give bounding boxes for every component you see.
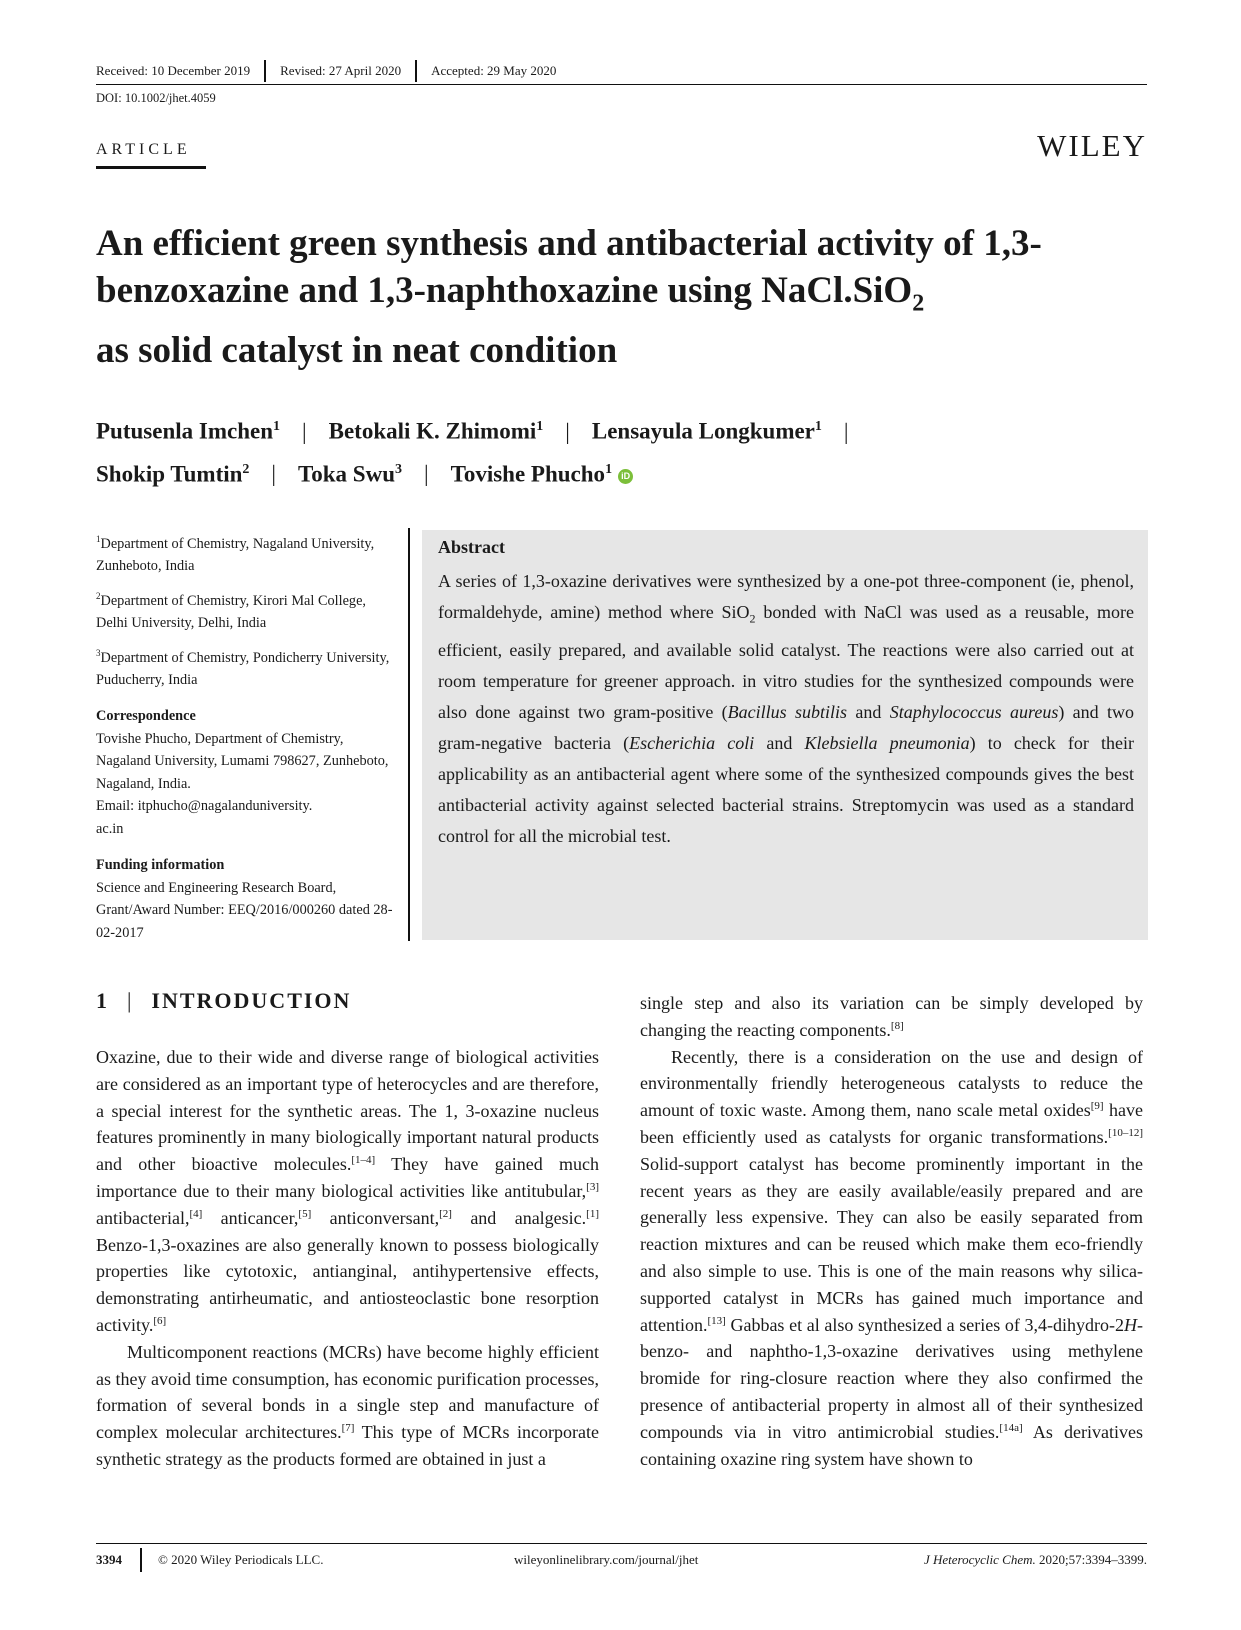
paragraph: Recently, there is a consideration on the use and design of environmentally friendly heterogeneous catalysts to reduce the amount of toxic waste. Among them, nano scale metal oxides[9] have been efficiently used as catalysts for organic transformations.[10–12] Solid-support catalyst has become prominently important in the recent years as they are easily available/easily prepared and are generally less expensive. They can also be easily separated from reaction mixtures and can be reused which make them eco-friendly and also simple to use. This is one of the main reasons why silica-supported catalyst in MCRs has gained much importance and attention.[13] Gabbas et al also synthesized a series of 3,4-dihydro-2H-benzo- and naphtho-1,3-oxazine derivatives using methylene bromide for ring-closure reaction where they also confirmed the presence of antibacterial property in almost all of their synthesized compounds via in vitro antimicrobial studies.[14a] As derivatives containing oxazine ring system have shown to	[640, 1046, 1144, 1469]
date-divider	[415, 60, 417, 82]
citation-ref[interactable]: [9]	[1090, 1100, 1104, 1113]
bacteria-name: Klebsiella pneumonia	[804, 732, 970, 753]
author-affiliation-mark: 3	[395, 461, 402, 477]
abstract-span: A series of 1,3-oxazine derivatives were synthesized by a one-pot three-component (ie, phenol, formaldehyde, amine) method where SiO	[438, 571, 1134, 622]
journal-citation	[924, 1552, 1147, 1568]
author-name[interactable]: Toka Swu	[298, 461, 395, 487]
affiliation-item	[96, 642, 396, 692]
section-heading	[96, 988, 351, 1014]
author-affiliation-mark: 1	[536, 419, 544, 434]
page-number: 3394	[96, 1552, 122, 1567]
article-title	[96, 220, 1156, 374]
citation-text: 2020;57:3394–3399.	[1035, 1552, 1147, 1567]
author-list	[96, 408, 1156, 493]
correspondence-text: Tovishe Phucho, Department of Chemistry, Nagaland University, Lumami 798627, Zunheboto, Nagaland, India.	[96, 730, 389, 792]
author-separator: |	[565, 418, 570, 444]
bacteria-name: Bacillus subtilis	[727, 701, 848, 722]
affiliation-text: Department of Chemistry, Kirori Mal College, Delhi University, Delhi, India	[96, 592, 366, 632]
author-separator: |	[843, 418, 849, 444]
author-separator: |	[302, 418, 307, 444]
funding-text: Science and Engineering Research Board, Grant/Award Number: EEQ/2016/000260 dated 28-02-2017	[96, 879, 393, 941]
citation-ref[interactable]: [10–12]	[1108, 1126, 1143, 1139]
title-end: as solid catalyst in neat condition	[96, 330, 618, 372]
citation-ref[interactable]: [2]	[439, 1207, 452, 1220]
abstract-span: bonded with NaCl was used as a reusable, more efficient, easily prepared, and available solid catalyst. The reactions were also carried out at room temperature for greener approach. in vitro studies for the synthesized compounds were also done against two gram-positive (	[438, 602, 1134, 722]
affiliation-number: 2	[96, 590, 101, 601]
copyright: © 2020 Wiley Periodicals LLC.	[158, 1552, 324, 1567]
abstract-span: ) and two gram-negative bacteria (	[438, 701, 1134, 753]
bacteria-name: Escherichia coli	[629, 732, 755, 753]
accepted-date: Accepted: 29 May 2020	[431, 63, 557, 78]
abstract-span: ) to check for their applicability as an antibacterial agent where some of the synthesized compounds gives the best antibacterial activity against selected bacterial strains. Streptomycin was used as a standard control for all the microbial test.	[438, 732, 1134, 846]
citation-ref[interactable]: [1]	[586, 1207, 599, 1220]
affiliation-number: 3	[96, 647, 101, 658]
citation-ref[interactable]: [1–4]	[351, 1154, 376, 1167]
date-divider	[264, 60, 266, 82]
section-title: INTRODUCTION	[151, 988, 352, 1013]
article-label-underline	[96, 166, 206, 169]
email-line: Email: itphucho@nagalanduniversity.	[96, 798, 313, 815]
author-name[interactable]: Betokali K. Zhimomi	[328, 418, 537, 444]
bacteria-name: Staphylococcus aureus	[889, 701, 1059, 722]
doi[interactable]: DOI: 10.1002/jhet.4059	[96, 91, 216, 105]
footer-divider	[140, 1548, 142, 1572]
header-rule	[96, 84, 1147, 85]
body-column-right	[640, 990, 1143, 1472]
sidebar-rule	[408, 528, 410, 941]
author-name[interactable]: Lensayula Longkumer	[591, 418, 815, 444]
page-footer	[96, 1550, 1147, 1570]
abstract-subscript: 2	[749, 611, 756, 626]
author-name[interactable]: Putusenla Imchen	[96, 418, 273, 444]
affiliation-text: Department of Chemistry, Nagaland University, Zunheboto, India	[96, 535, 375, 575]
author-affiliation-mark: 1	[814, 419, 822, 434]
submission-dates	[96, 61, 556, 81]
affiliation-text: Department of Chemistry, Pondicherry University, Puducherry, India	[96, 649, 390, 688]
correspondence-email[interactable]	[96, 795, 396, 840]
paragraph: Oxazine, due to their wide and diverse range of biological activities are considered as an important type of heterocycles and are therefore, a special interest for the synthetic areas. The 1, 3-oxazine nucleus features prominently in many biologically important natural products and other bioactive molecules.[1–4] They have gained much importance due to their many biological activities like antitubular,[3] antibacterial,[4] anticancer,[5] anticonversant,[2] and analgesic.[1] Benzo-1,3-oxazines are also generally known to possess biologically properties like cytotoxic, antianginal, antihypertensive effects, demonstrating antirheumatic, and antiosteoclastic bone resorption activity.[6]	[96, 1047, 600, 1335]
author-affiliation-mark: 1	[273, 419, 280, 434]
author-affiliation-mark: 2	[242, 461, 250, 477]
body-column-left	[96, 1044, 599, 1473]
abstract-span: and	[847, 701, 890, 722]
citation-ref[interactable]: [13]	[707, 1314, 726, 1327]
affiliation-item	[96, 528, 396, 578]
correspondence-heading: Correspondence	[96, 708, 196, 725]
orcid-icon[interactable]: iD	[618, 469, 633, 484]
affiliation-item	[96, 585, 396, 635]
email-line: ac.in	[96, 820, 124, 837]
author-separator: |	[424, 461, 429, 487]
abstract-span: and	[754, 732, 805, 753]
paragraph: single step and also its variation can be simply developed by changing the reacting components.[8]	[640, 993, 1143, 1040]
received-date: Received: 10 December 2019	[96, 63, 251, 78]
author-separator: |	[271, 461, 277, 487]
citation-ref[interactable]: [4]	[189, 1207, 203, 1220]
article-type-label: ARTICLE	[96, 141, 191, 158]
revised-date: Revised: 27 April 2020	[280, 63, 402, 78]
section-separator: |	[127, 988, 134, 1013]
title-main: An efficient green synthesis and antibacterial activity of 1,3-benzoxazine and 1,3-naphthoxazine using NaCl.SiO	[96, 223, 1042, 311]
citation-ref[interactable]: [5]	[298, 1207, 312, 1220]
footer-rule	[96, 1543, 1147, 1544]
affiliation-number: 1	[96, 534, 101, 544]
funding-heading: Funding information	[96, 857, 225, 874]
citation-ref[interactable]: [6]	[153, 1314, 167, 1327]
section-number: 1	[96, 988, 109, 1013]
journal-name: J Heterocyclic Chem.	[923, 1552, 1036, 1567]
citation-ref[interactable]: [8]	[890, 1019, 904, 1032]
journal-url[interactable]: wileyonlinelibrary.com/journal/jhet	[514, 1552, 699, 1567]
author-affiliation-mark: 1	[605, 461, 613, 477]
citation-ref[interactable]: [14a]	[999, 1421, 1023, 1434]
title-subscript: 2	[912, 290, 925, 317]
abstract-heading: Abstract	[438, 537, 505, 557]
affiliations-panel	[96, 528, 396, 944]
author-name[interactable]: Shokip Tumtin	[96, 461, 243, 487]
paragraph: Multicomponent reactions (MCRs) have become highly efficient as they avoid time consumption, has economic purification processes, formation of several bonds in a single step and manufacture of complex molecular architectures.[7] This type of MCRs incorporate synthetic strategy as the products formed are obtained in just a	[96, 1341, 600, 1469]
citation-ref[interactable]: [3]	[586, 1180, 599, 1193]
publisher-logo: WILEY	[1037, 128, 1147, 163]
abstract-text	[438, 566, 1134, 852]
citation-ref[interactable]: [7]	[341, 1422, 355, 1435]
author-name[interactable]: Tovishe Phucho	[450, 461, 606, 487]
